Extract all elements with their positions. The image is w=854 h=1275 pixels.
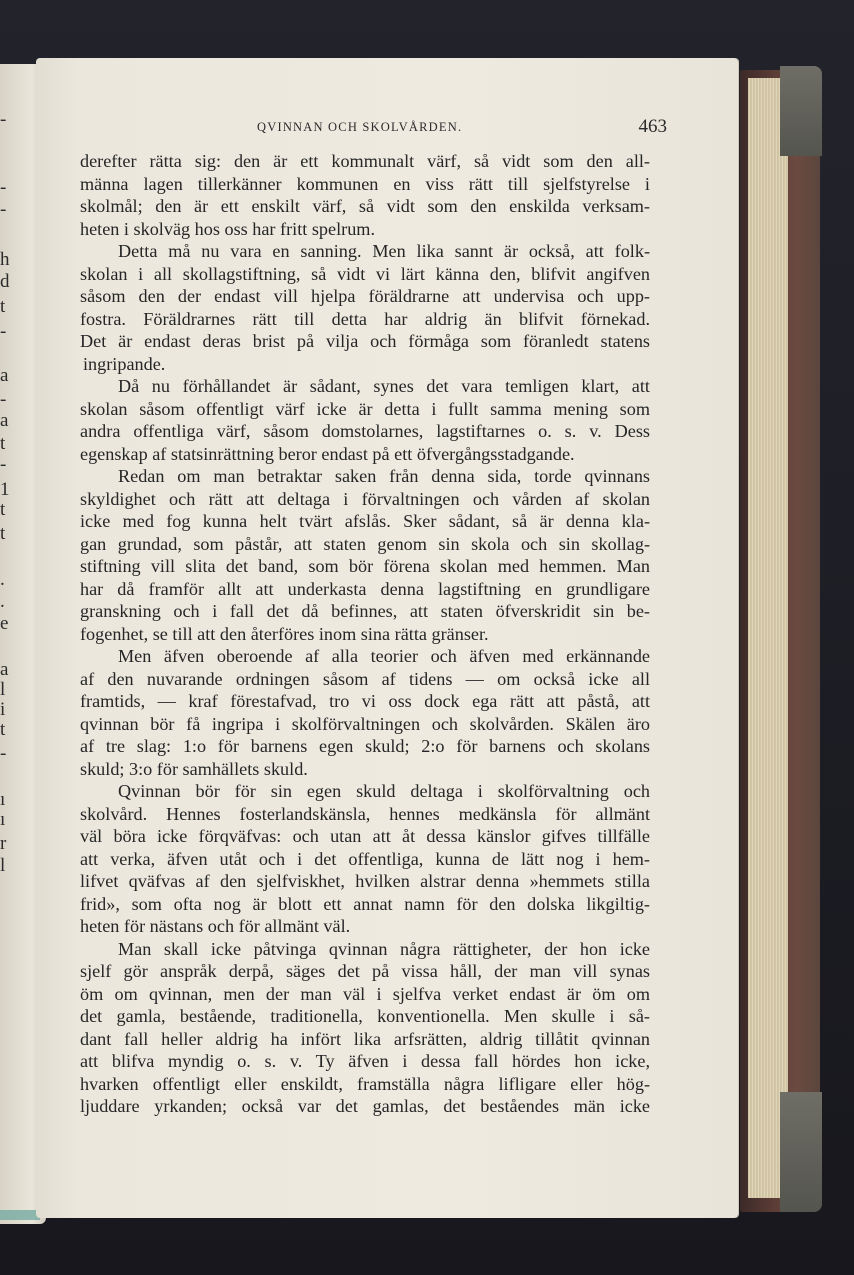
- text-line: Då nu förhållandet är sådant, synes det vara temligen klart, att: [118, 376, 650, 396]
- previous-page-fragment: -: [0, 199, 7, 220]
- text-line: framtids, — kraf förestafvad, tro vi oss dock ega rätt att påstå, att: [80, 691, 650, 711]
- text-line: skuld; 3:o för samhällets skuld.: [80, 758, 308, 779]
- previous-page-fragment: i: [0, 699, 6, 720]
- text-line: Detta må nu vara en sanning. Men lika sannt är också, att folk-: [118, 241, 650, 261]
- text-line: egenskap af statsinrättning beror endast på ett öfvergångsstadgande.: [80, 443, 575, 464]
- page-stack-edge: [748, 78, 788, 1198]
- text-line: fostra. Föräldrarnes rätt till detta har aldrig än blifvit förnekad.: [80, 308, 650, 329]
- previous-page-fragment: 1: [0, 479, 10, 500]
- previous-page-fragment: a: [0, 659, 9, 680]
- text-line: skolan såsom offentligt värf icke är detta i fullt samma mening som: [80, 398, 650, 419]
- previous-page-fragment: e: [0, 613, 9, 634]
- previous-page-fragment: -: [0, 109, 7, 130]
- previous-page-fragment: d: [0, 271, 10, 292]
- text-line: heten för nästans och för allmänt väl.: [80, 916, 351, 936]
- cover-corner-bottom: [780, 1092, 822, 1212]
- previous-page-fragment: ı: [0, 789, 6, 810]
- text-line: har då framför allt att underkasta denna lagstiftning en grundligare: [80, 578, 650, 599]
- previous-page-fragment: h: [0, 249, 10, 270]
- text-line: ingripande.: [83, 353, 166, 374]
- previous-page-fragment: t: [0, 499, 6, 520]
- text-line: dant fall heller aldrig ha infört lika arfsrätten, aldrig tillåtit qvinnan: [80, 1028, 650, 1049]
- text-line: af den nuvarande ordningen såsom af tidens — om också icke all: [80, 668, 650, 689]
- previous-page-fragment: t: [0, 719, 6, 740]
- previous-page-fragment: -: [0, 454, 7, 475]
- text-line: gan grundad, som påstår, att staten genom sin skola och sin skollag-: [80, 533, 650, 554]
- cover-corner-top: [780, 66, 822, 156]
- text-line: att verka, äfven utåt och i det offentliga, kunna de lätt nog i hem-: [80, 848, 650, 869]
- text-line: lifvet qväfvas af den sjelfviskhet, hvilken alstrar denna »hemmets stilla: [80, 871, 650, 891]
- text-line: männa lagen tillerkänner kommunen en viss rätt till sjelfstyrelse i: [80, 173, 650, 194]
- text-line: granskning och i fall det då befinnes, att staten öfverskridit sin be-: [80, 601, 650, 621]
- text-line: skyldighet och rätt att deltaga i förvaltningen och vården af skolan: [80, 488, 650, 509]
- text-line: skolmål; den är ett enskilt värf, så vidt som den enskilda verksam-: [80, 196, 650, 216]
- previous-page-fragment: ı: [0, 809, 6, 830]
- text-line: Qvinnan bör för sin egen skuld deltaga i skolförvaltning och: [118, 781, 650, 801]
- previous-page-fragment: t: [0, 523, 6, 544]
- previous-page-fragment: a: [0, 410, 9, 431]
- text-line: skolan i all skollagstiftning, så vidt vi lärt känna den, blifvit angifven: [80, 263, 650, 284]
- text-line: det gamla, bestående, traditionella, konventionella. Men skulle i så-: [80, 1006, 650, 1026]
- page-edge-stain: [0, 1210, 40, 1220]
- body-text: [80, 150, 650, 1118]
- page-number: 463: [638, 116, 667, 137]
- text-line: ljuddare yrkanden; också var det gamlas, det beståendes män icke: [80, 1096, 650, 1116]
- text-line: hvarken offentligt eller enskildt, framställa några lifligare eller hög-: [80, 1073, 650, 1094]
- text-line: Man skall icke påtvinga qvinnan några rättigheter, der hon icke: [118, 938, 650, 959]
- text-line: Det är endast deras brist på vilja och förmåga som föranledt statens: [80, 331, 650, 351]
- previous-page-fragment: -: [0, 743, 7, 764]
- previous-page-fragment: -: [0, 177, 7, 198]
- previous-page-fragment: -: [0, 321, 7, 342]
- previous-page-fragment: t: [0, 433, 6, 454]
- page-header: [257, 116, 667, 138]
- text-line: andra offentliga värf, såsom domstolarnes, lagstiftarnes o. s. v. Dess: [80, 421, 650, 441]
- text-line: stiftning vill slita det band, som bör förena skolan med hemmen. Man: [80, 556, 650, 576]
- text-line: skolvård. Hennes fosterlandskänsla, hennes medkänsla för allmänt: [80, 803, 650, 824]
- text-line: Men äfven oberoende af alla teorier och äfven med erkännande: [118, 646, 650, 666]
- text-line: af tre slag: 1:o för barnens egen skuld; 2:o för barnens och skolans: [80, 736, 650, 756]
- text-line: att blifva myndig o. s. v. Ty äfven i dessa fall hördes hon icke,: [80, 1051, 650, 1071]
- text-line: Redan om man betraktar saken från denna sida, torde qvinnans: [118, 466, 650, 486]
- text-line: frid», som ofta nog är blott ett annat namn för den dolska likgiltig-: [80, 893, 650, 914]
- text-line: fogenhet, se till att den återföres inom sina rätta gränser.: [80, 623, 489, 644]
- text-line: derefter rätta sig: den är ett kommunalt värf, så vidt som den all-: [80, 151, 650, 171]
- previous-page-fragment: l: [0, 855, 6, 876]
- previous-page-fragment: t: [0, 296, 6, 317]
- text-line: såsom den der endast vill hjelpa föräldrarne att undervisa och upp-: [80, 286, 650, 306]
- text-line: qvinnan bör få ingripa i skolförvaltningen och skolvården. Skälen äro: [80, 713, 650, 734]
- text-line: öm om qvinnan, men der man väl i sjelfva verket endast är öm om: [80, 983, 650, 1004]
- previous-page-fragment: l: [0, 679, 6, 700]
- text-line: heten i skolväg hos oss har fritt spelrum.: [80, 218, 375, 239]
- previous-page-fragment: a: [0, 365, 9, 386]
- text-line: icke med fog kunna helt tvärt afslås. Sker sådant, så är denna kla-: [80, 511, 650, 531]
- text-line: sjelf gör anspråk derpå, säges det på vissa håll, der man vill synas: [80, 961, 650, 981]
- previous-page-fragment: r: [0, 833, 7, 854]
- previous-page-fragment: .: [0, 569, 5, 590]
- previous-page-fragment: .: [0, 591, 5, 612]
- running-title: QVINNAN OCH SKOLVÅRDEN.: [257, 120, 463, 134]
- previous-page-fragment: -: [0, 389, 7, 410]
- text-line: väl böra icke förqväfvas: och utan att åt dessa känslor gifves tillfälle: [80, 826, 650, 846]
